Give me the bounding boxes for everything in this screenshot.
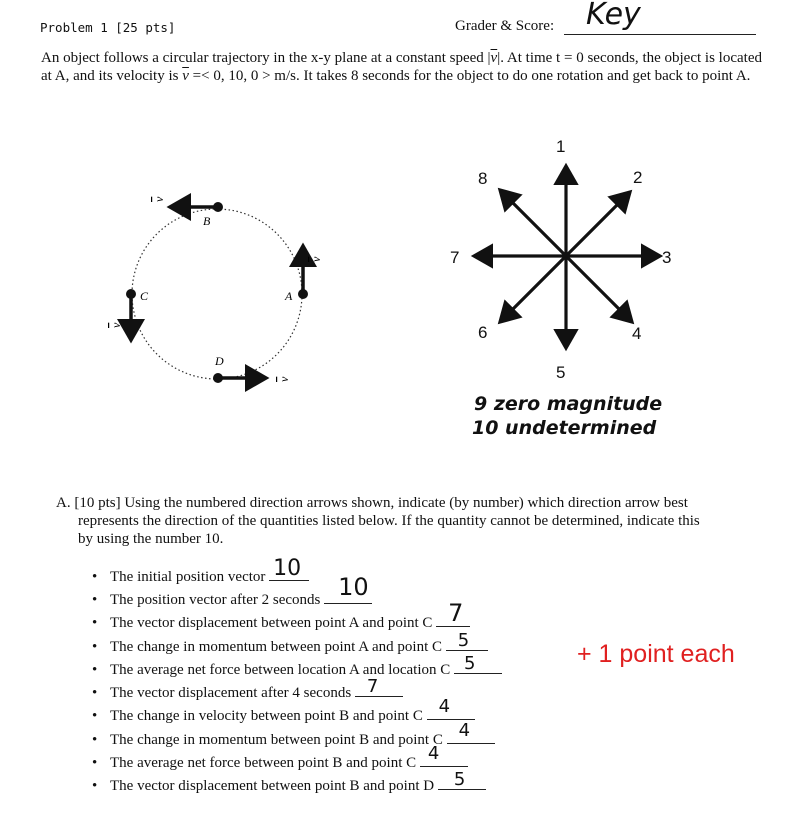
point-d [213,373,223,383]
point-a [298,289,308,299]
arrow-label-1: 1 [556,137,566,156]
v-label-d: v [277,376,291,382]
list-item: • The vector displacement between point B and point D 5 [92,774,486,795]
arrow-label-2: 2 [633,168,643,187]
question-a [56,494,762,548]
list-item: • The change in momentum between point A and point C 5 [92,635,488,656]
arrow-4 [566,256,632,322]
question-line-3: by using the number 10. [78,531,224,547]
list-item: • The vector displacement after 4 seconds 7 [92,681,403,702]
points-note: + 1 point each [577,640,735,668]
answer-blank[interactable]: 7 [355,681,403,697]
arrow-label-3: 3 [662,248,672,267]
answer-blank[interactable]: 4 [420,751,468,767]
arrow-8 [500,190,566,256]
point-b [213,202,223,212]
label-a: A [285,289,293,303]
list-item: • The initial position vector 10 [92,565,309,586]
v-label-a: v [309,256,323,262]
arrow-label-8: 8 [478,169,488,188]
arrow-label-5: 5 [556,363,566,382]
arrow-2 [566,192,630,256]
answer-blank[interactable]: 4 [447,728,495,744]
answer-blank[interactable]: 5 [438,774,486,790]
list-item: • The average net force between point B and point C 4 [92,751,468,772]
grader-line [564,34,756,35]
answer-blank[interactable]: 10 [324,588,372,604]
answer-blank[interactable]: 4 [427,704,475,720]
legend-zero-magnitude: 9 zero magnitude [474,393,663,415]
grader-label: Grader & Score: [455,18,555,34]
label-d: D [215,354,224,368]
v-label-c: v [109,322,123,328]
problem-title: Problem 1 [25 pts] [40,20,176,35]
arrow-label-7: 7 [450,248,460,267]
question-line-1: A. [10 pts] Using the numbered direction arrows shown, indicate (by number) which direction arrow best [56,495,688,511]
answer-blank[interactable]: 5 [446,635,488,651]
grader-value: Key [586,0,641,32]
point-c [126,289,136,299]
list-item: • The vector displacement between point A and point C 7 [92,611,470,632]
direction-arrows-diagram [440,128,690,390]
answer-blank[interactable]: 5 [454,658,502,674]
list-item: • The position vector after 2 seconds 10 [92,588,372,609]
circular-trajectory-diagram [100,180,340,400]
v-label-b: v [152,196,166,202]
arrow-label-6: 6 [478,323,488,342]
arrow-label-4: 4 [632,324,642,343]
label-b: B [203,214,211,228]
answer-blank[interactable]: 10 [269,565,309,581]
question-line-2: represents the direction of the quantities listed below. If the quantity cannot be determined, indicate this [78,513,700,529]
answer-blank[interactable]: 7 [436,611,470,627]
label-c: C [140,289,149,303]
list-item: • The change in momentum between point B and point C 4 [92,728,495,749]
list-item: • The change in velocity between point B and point C 4 [92,704,475,725]
problem-statement: An object follows a circular trajectory in the x-y plane at a constant speed $|\overline{v}|$. At time t = 0 seconds, the object is located at A, and its velocity is $\overline{v} =< 0$, 10, 0 > m/s. It takes 8 seconds for the object to do one rotation and get back to point A. [41,50,762,84]
legend-undetermined: 10 undetermined [472,417,657,439]
list-item: • The average net force between location A and location C 5 [92,658,502,679]
arrow-6 [500,256,566,322]
